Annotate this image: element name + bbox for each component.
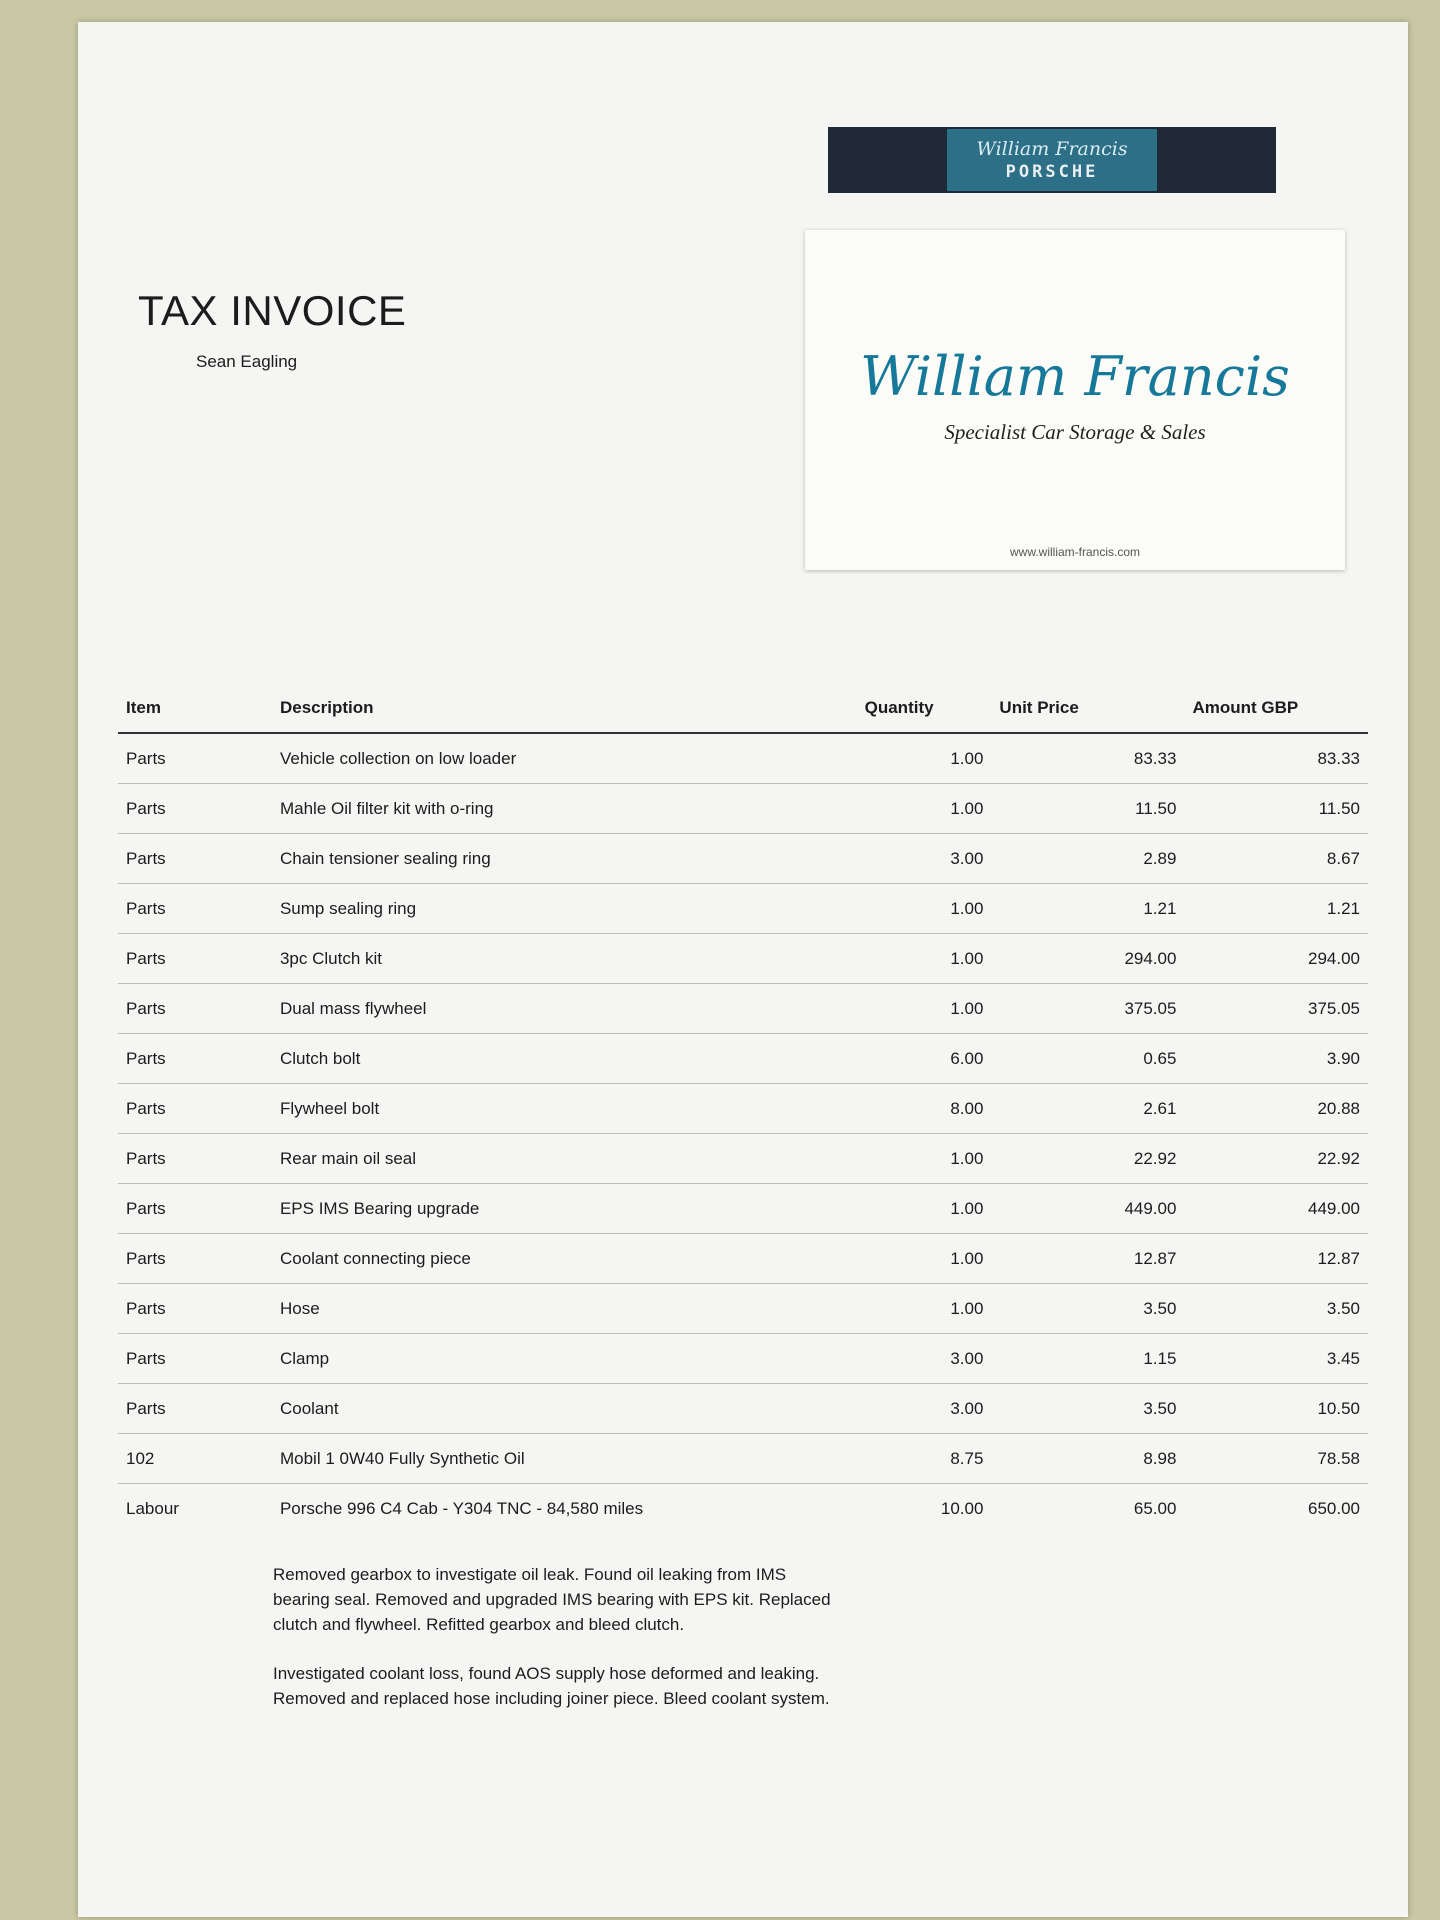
table-row	[118, 1084, 1368, 1134]
cell-amount: 11.50	[1184, 784, 1368, 834]
cell-quantity: 8.00	[857, 1084, 992, 1134]
cell-quantity: 1.00	[857, 784, 992, 834]
cell-unit-price: 3.50	[991, 1284, 1184, 1334]
cell-item: Parts	[118, 834, 272, 884]
table-row	[118, 733, 1368, 784]
table-body	[118, 733, 1368, 1533]
cell-description: Coolant	[272, 1384, 857, 1434]
table-row	[118, 1434, 1368, 1484]
cell-unit-price: 12.87	[991, 1234, 1184, 1284]
cell-quantity: 10.00	[940, 1499, 984, 1518]
invoice-paper	[78, 22, 1408, 1917]
cell-unit-price: 22.92	[991, 1134, 1184, 1184]
invoice-items-table	[118, 682, 1368, 1533]
table-row	[118, 984, 1368, 1034]
invoice-title: TAX INVOICE	[138, 287, 407, 334]
cell-description: Sump sealing ring	[272, 884, 857, 934]
cell-item: Parts	[118, 784, 272, 834]
card-brand-name: William Francis	[860, 345, 1290, 408]
cell-description: Chain tensioner sealing ring	[272, 834, 857, 884]
card-tagline: Specialist Car Storage & Sales	[944, 420, 1206, 444]
labour-notes	[273, 1562, 833, 1735]
cell-quantity: 6.00	[857, 1034, 992, 1084]
header-description: Description	[272, 682, 857, 733]
cell-amount: 22.92	[1184, 1134, 1368, 1184]
table-row	[118, 934, 1368, 984]
cell-quantity: 3.00	[857, 834, 992, 884]
cell-unit-price: 294.00	[991, 934, 1184, 984]
cell-unit-price: 65.00	[1133, 1499, 1177, 1518]
table-row	[118, 1284, 1368, 1334]
header-unit-price: Unit Price	[991, 682, 1184, 733]
logo-brand-text: PORSCHE	[1005, 162, 1099, 182]
table-row	[118, 1134, 1368, 1184]
cell-item: Parts	[118, 984, 272, 1034]
cell-description: Flywheel bolt	[272, 1084, 857, 1134]
cell-quantity: 3.00	[857, 1384, 992, 1434]
cell-description: Mahle Oil filter kit with o-ring	[272, 784, 857, 834]
cell-description: Clutch bolt	[272, 1034, 857, 1084]
cell-item: Parts	[118, 1384, 272, 1434]
cell-description: Coolant connecting piece	[272, 1234, 857, 1284]
logo-script-text: William Francis	[976, 138, 1128, 160]
cell-quantity: 1.00	[857, 1284, 992, 1334]
header-item: Item	[118, 682, 272, 733]
cell-description: Rear main oil seal	[272, 1134, 857, 1184]
porsche-dealer-logo	[828, 127, 1276, 193]
cell-amount: 449.00	[1184, 1184, 1368, 1234]
cell-unit-price: 3.50	[991, 1384, 1184, 1434]
cell-unit-price: 1.15	[991, 1334, 1184, 1384]
cell-quantity: 1.00	[857, 1134, 992, 1184]
table-row	[118, 834, 1368, 884]
table-row	[118, 1234, 1368, 1284]
cell-description: Mobil 1 0W40 Fully Synthetic Oil	[272, 1434, 857, 1484]
customer-name: Sean Eagling	[196, 352, 298, 371]
cell-description: Hose	[272, 1284, 857, 1334]
cell-quantity: 3.00	[857, 1334, 992, 1384]
cell-quantity: 1.00	[857, 984, 992, 1034]
cell-amount: 375.05	[1184, 984, 1368, 1034]
table-row	[118, 1334, 1368, 1384]
cell-quantity: 1.00	[857, 1184, 992, 1234]
logo-center-panel	[947, 129, 1157, 191]
cell-unit-price: 2.89	[991, 834, 1184, 884]
header-amount: Amount GBP	[1184, 682, 1368, 733]
cell-item: Parts	[118, 934, 272, 984]
cell-amount: 20.88	[1184, 1084, 1368, 1134]
cell-unit-price: 11.50	[991, 784, 1184, 834]
cell-unit-price: 2.61	[991, 1084, 1184, 1134]
cell-amount: 294.00	[1184, 934, 1368, 984]
cell-item: Labour	[126, 1499, 179, 1518]
card-website: www.william-francis.com	[1009, 545, 1140, 559]
cell-unit-price: 375.05	[991, 984, 1184, 1034]
cell-amount: 3.45	[1184, 1334, 1368, 1384]
cell-item: Parts	[118, 733, 272, 784]
cell-amount: 78.58	[1184, 1434, 1368, 1484]
cell-item: Parts	[118, 1184, 272, 1234]
table-header-row	[118, 682, 1368, 733]
labour-note: Removed gearbox to investigate oil leak. Found oil leaking from IMS bearing seal. Removed and upgraded IMS bearing with EPS kit. Replaced clutch and flywheel. Refitted gearbox and bleed clutch.	[273, 1565, 831, 1634]
cell-item: Parts	[118, 884, 272, 934]
business-card	[805, 230, 1345, 570]
cell-unit-price: 8.98	[991, 1434, 1184, 1484]
cell-unit-price: 83.33	[991, 733, 1184, 784]
cell-description: Vehicle collection on low loader	[272, 733, 857, 784]
cell-amount: 650.00	[1308, 1499, 1360, 1518]
cell-item: Parts	[118, 1234, 272, 1284]
table-row	[118, 1384, 1368, 1434]
cell-amount: 8.67	[1184, 834, 1368, 884]
cell-description: EPS IMS Bearing upgrade	[272, 1184, 857, 1234]
labour-note: Investigated coolant loss, found AOS supply hose deformed and leaking. Removed and replaced hose including joiner piece. Bleed coolant system.	[273, 1664, 830, 1708]
cell-item: Parts	[118, 1084, 272, 1134]
table-row	[118, 784, 1368, 834]
cell-amount: 3.50	[1184, 1284, 1368, 1334]
cell-unit-price: 0.65	[991, 1034, 1184, 1084]
cell-description: Porsche 996 C4 Cab - Y304 TNC - 84,580 miles	[279, 1499, 644, 1518]
cell-item: Parts	[118, 1334, 272, 1384]
cell-description: Dual mass flywheel	[272, 984, 857, 1034]
cell-quantity: 1.00	[857, 1234, 992, 1284]
cell-item: Parts	[118, 1284, 272, 1334]
table-row	[118, 884, 1368, 934]
cell-amount: 1.21	[1184, 884, 1368, 934]
cell-description: 3pc Clutch kit	[272, 934, 857, 984]
table-row	[118, 1484, 1368, 1534]
header-quantity: Quantity	[857, 682, 992, 733]
table-row	[118, 1034, 1368, 1084]
cell-item: 102	[118, 1434, 272, 1484]
cell-quantity: 8.75	[857, 1434, 992, 1484]
cell-description: Clamp	[272, 1334, 857, 1384]
cell-quantity: 1.00	[857, 934, 992, 984]
cell-item: Parts	[118, 1134, 272, 1184]
cell-amount: 12.87	[1184, 1234, 1368, 1284]
cell-amount: 83.33	[1184, 733, 1368, 784]
cell-quantity: 1.00	[857, 884, 992, 934]
cell-amount: 3.90	[1184, 1034, 1368, 1084]
cell-unit-price: 1.21	[991, 884, 1184, 934]
table-row	[118, 1184, 1368, 1234]
cell-item: Parts	[118, 1034, 272, 1084]
cell-amount: 10.50	[1184, 1384, 1368, 1434]
cell-quantity: 1.00	[857, 733, 992, 784]
cell-unit-price: 449.00	[991, 1184, 1184, 1234]
